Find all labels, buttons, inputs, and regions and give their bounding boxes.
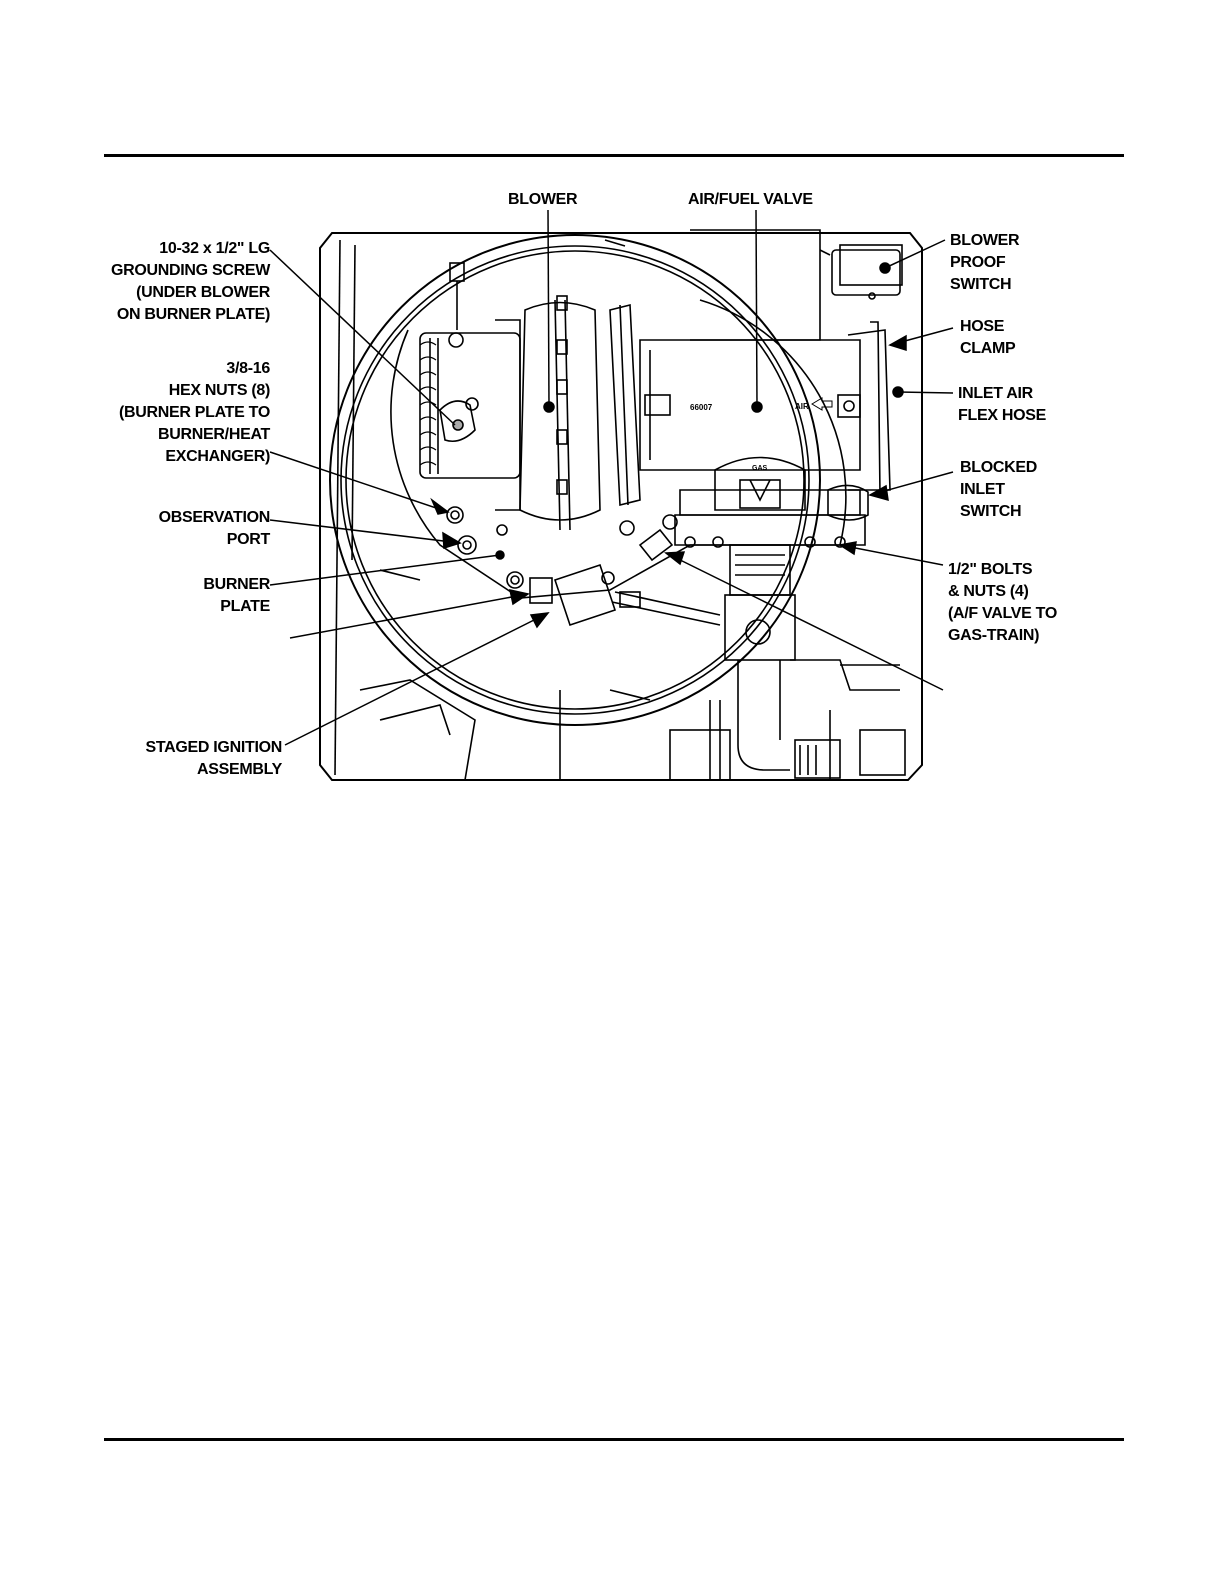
- label-observation-port: OBSERVATION PORT: [158, 509, 270, 548]
- label-air-fuel-valve: AIR/FUEL VALVE: [688, 191, 813, 208]
- label-bolts-nuts: 1/2" BOLTS & NUTS (4) (A/F VALVE TO GAS-TRAIN): [948, 561, 1057, 644]
- air-arrow-icon: [812, 398, 832, 410]
- label-blocked-inlet-switch: BLOCKED INLET SWITCH: [960, 459, 1038, 520]
- gas-marking-text: GAS: [752, 465, 768, 472]
- label-grounding-screw: 10-32 x 1/2" LG GROUNDING SCREW (UNDER BLOWER ON BURNER PLATE): [110, 240, 270, 323]
- label-blower: BLOWER: [508, 191, 578, 208]
- label-hex-nuts: 3/8-16 HEX NUTS (8) (BURNER PLATE TO BURNER/HEAT EXCHANGER): [118, 360, 270, 465]
- label-burner-plate: BURNER PLATE: [203, 576, 270, 615]
- label-blower-proof-switch: BLOWER PROOF SWITCH: [950, 232, 1020, 293]
- label-hose-clamp: HOSE CLAMP: [960, 318, 1016, 357]
- part-number-text: 66007: [690, 403, 713, 412]
- label-staged-ignition: STAGED IGNITION ASSEMBLY: [145, 739, 282, 778]
- air-arrow-text: AIR: [795, 402, 809, 411]
- label-inlet-air-flex-hose: INLET AIR FLEX HOSE: [958, 385, 1046, 424]
